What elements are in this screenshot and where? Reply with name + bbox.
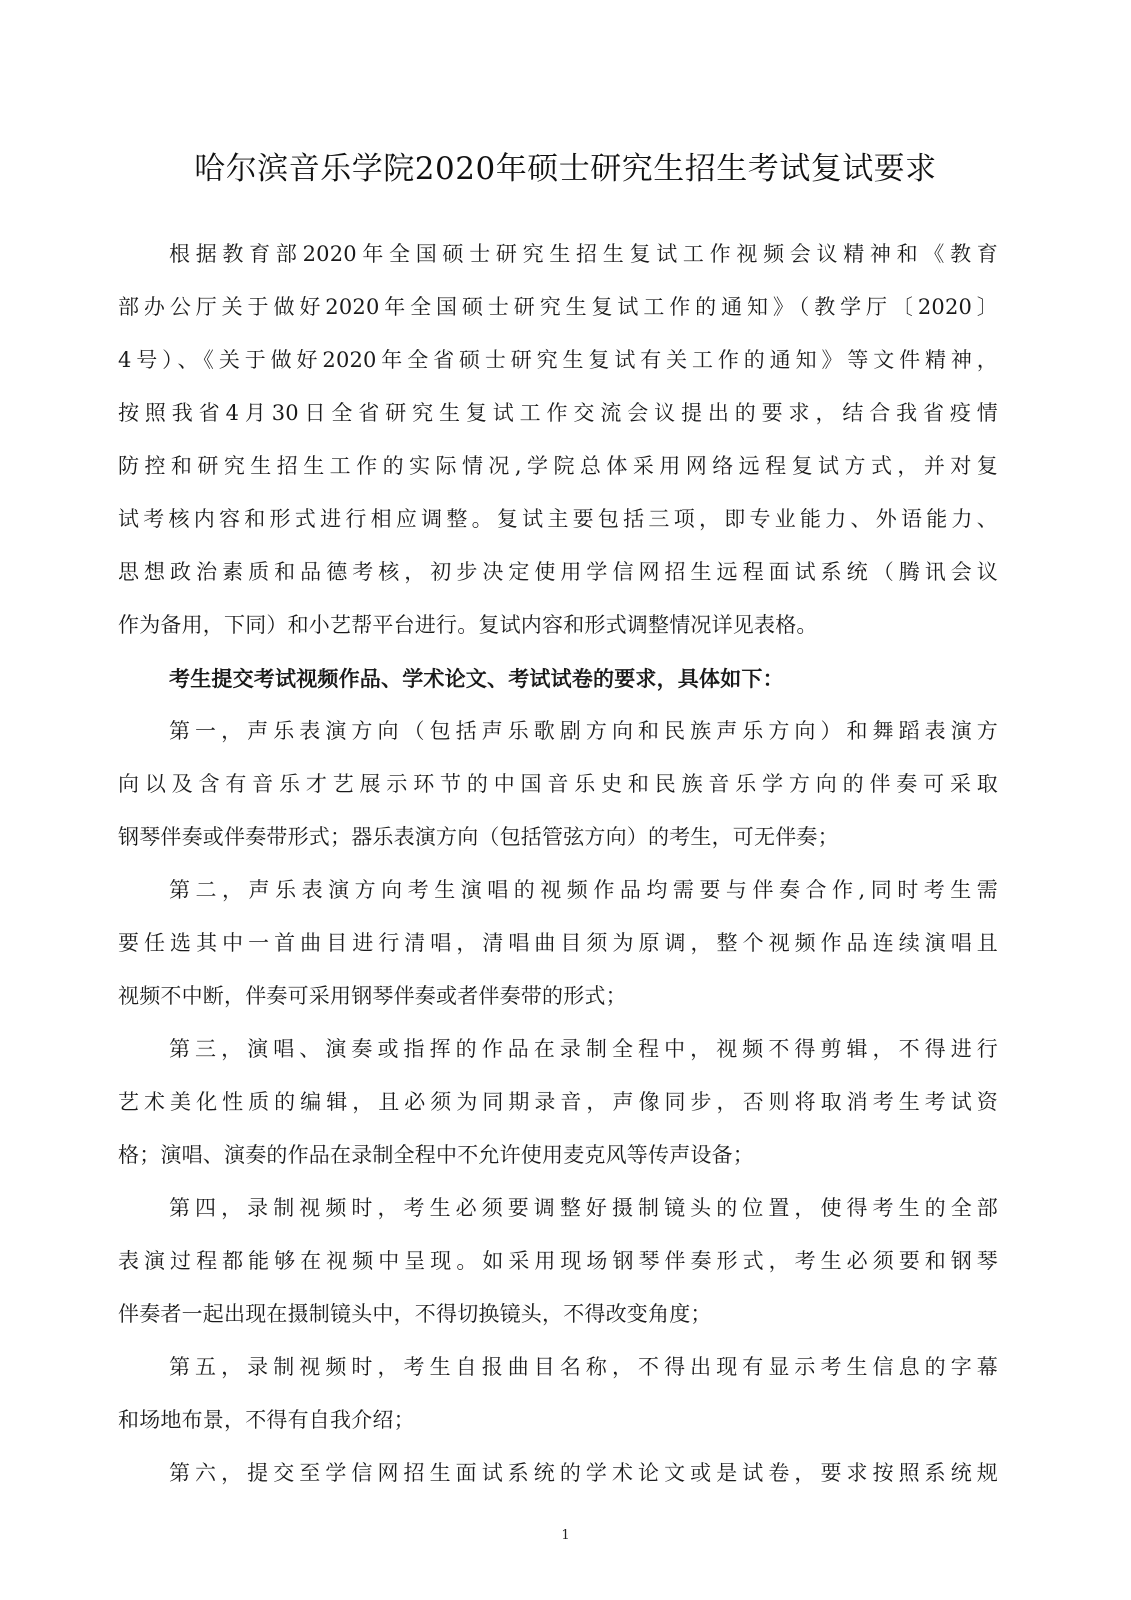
paragraph-line: 第一，声乐表演方向（包括声乐歌剧方向和民族声乐方向）和舞蹈表演方 [169, 719, 998, 743]
paragraph-line: 要任选其中一首曲目进行清唱，清唱曲目须为原调，整个视频作品连续演唱且 [118, 931, 998, 955]
paragraph-intro [118, 228, 998, 652]
paragraph-line: 部办公厅关于做好2020年全国硕士研究生复试工作的通知》（教学厅〔2020〕 [118, 295, 998, 319]
paragraph-line: 格；演唱、演奏的作品在录制全程中不允许使用麦克风等传声设备； [118, 1143, 754, 1167]
paragraph-line: 思想政治素质和品德考核，初步决定使用学信网招生远程面试系统（腾讯会议 [118, 560, 998, 584]
paragraph-line: 根据教育部2020年全国硕士研究生招生复试工作视频会议精神和《教育 [169, 242, 998, 266]
paragraph-line: 钢琴伴奏或伴奏带形式；器乐表演方向（包括管弦方向）的考生，可无伴奏； [118, 825, 839, 849]
paragraph-line: 第五，录制视频时，考生自报曲目名称，不得出现有显示考生信息的字幕 [169, 1355, 998, 1379]
paragraph-line: 和场地布景，不得有自我介绍； [118, 1408, 415, 1432]
requirement-item-4 [118, 1182, 998, 1341]
paragraph-line: 伴奏者一起出现在摄制镜头中，不得切换镜头，不得改变角度； [118, 1302, 712, 1326]
requirement-item-6 [118, 1447, 998, 1500]
paragraph-line: 按照我省4月30日全省研究生复试工作交流会议提出的要求，结合我省疫情 [118, 401, 998, 425]
requirement-item-1 [118, 705, 998, 864]
paragraph-line: 作为备用，下同）和小艺帮平台进行。复试内容和形式调整情况详见表格。 [118, 613, 818, 637]
paragraph-line: 视频不中断，伴奏可采用钢琴伴奏或者伴奏带的形式； [118, 984, 627, 1008]
paragraph-line: 第四，录制视频时，考生必须要调整好摄制镜头的位置，使得考生的全部 [169, 1196, 998, 1220]
requirement-item-2 [118, 864, 998, 1023]
paragraph-line: 试考核内容和形式进行相应调整。复试主要包括三项，即专业能力、外语能力、 [118, 507, 998, 531]
paragraph-line: 第三，演唱、演奏或指挥的作品在录制全程中，视频不得剪辑，不得进行 [169, 1037, 998, 1061]
paragraph-requirements-intro [118, 652, 998, 705]
paragraph-line: 艺术美化性质的编辑，且必须为同期录音，声像同步，否则将取消考生考试资 [118, 1090, 998, 1114]
paragraph-line: 表演过程都能够在视频中呈现。如采用现场钢琴伴奏形式，考生必须要和钢琴 [118, 1249, 998, 1273]
paragraph-line: 考生提交考试视频作品、学术论文、考试试卷的要求，具体如下： [169, 666, 784, 691]
document-title: 哈尔滨音乐学院2020年硕士研究生招生考试复试要求 [194, 150, 937, 187]
page-number: 1 [561, 1528, 570, 1543]
requirement-item-3 [118, 1023, 998, 1182]
document-body [118, 228, 998, 1500]
paragraph-line: 第二，声乐表演方向考生演唱的视频作品均需要与伴奏合作,同时考生需 [169, 878, 998, 902]
paragraph-line: 向以及含有音乐才艺展示环节的中国音乐史和民族音乐学方向的伴奏可采取 [118, 772, 998, 796]
requirement-item-5 [118, 1341, 998, 1447]
paragraph-line: 第六，提交至学信网招生面试系统的学术论文或是试卷，要求按照系统规 [169, 1461, 998, 1485]
paragraph-line: 4号）、《关于做好2020年全省硕士研究生复试有关工作的通知》等文件精神， [118, 348, 998, 372]
paragraph-line: 防控和研究生招生工作的实际情况,学院总体采用网络远程复试方式，并对复 [118, 454, 998, 478]
